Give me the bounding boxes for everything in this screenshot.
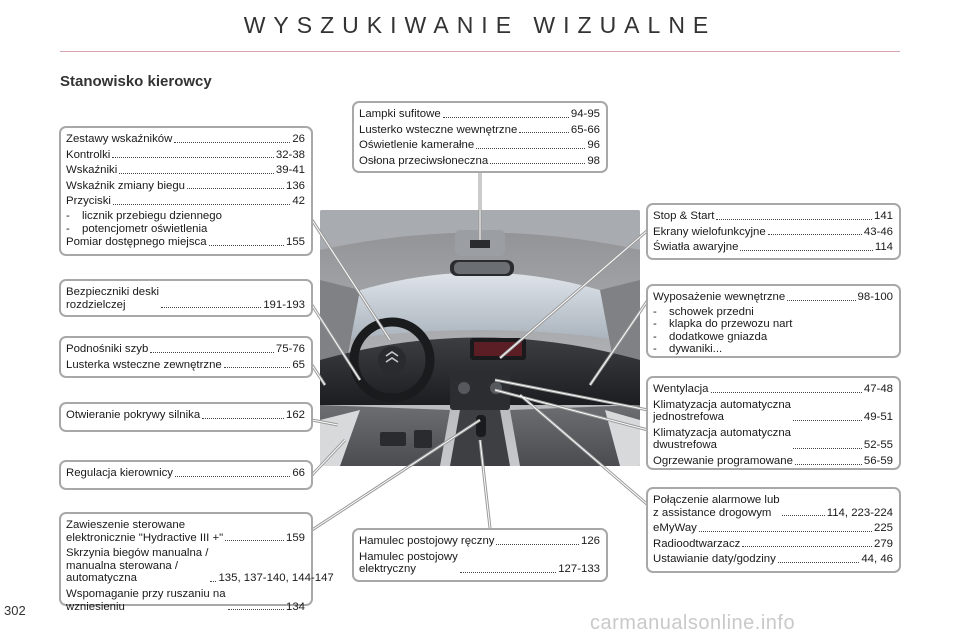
box-handbrake bbox=[352, 528, 608, 582]
sub-item: - dodatkowe gniazda bbox=[653, 330, 768, 343]
entry[interactable]: Wskaźnik zmiany biegu 136 bbox=[66, 179, 305, 192]
page-title: WYSZUKIWANIE WIZUALNE bbox=[243, 12, 717, 38]
box-steering bbox=[59, 460, 313, 490]
box-suspension bbox=[59, 512, 334, 613]
entry[interactable]: Ogrzewanie programowane 56-59 bbox=[653, 454, 893, 467]
entry[interactable]: Osłona przeciwsłoneczna 98 bbox=[359, 154, 600, 167]
watermark: carmanualsonline.info bbox=[590, 612, 796, 634]
sub-item: - licznik przebiegu dziennego bbox=[66, 209, 222, 222]
sub-item: - schowek przedni bbox=[653, 305, 754, 318]
entry[interactable]: Hamulec postojowy elektryczny 127-133 bbox=[359, 550, 600, 576]
entry[interactable]: Klimatyzacja automatyczna jednostrefowa 49-51 bbox=[653, 398, 893, 424]
box-windows bbox=[59, 336, 313, 378]
box-ventilation bbox=[646, 376, 901, 470]
entry[interactable]: Ustawianie daty/godziny 44, 46 bbox=[653, 553, 893, 566]
entry[interactable]: Zawieszenie sterowane elektronicznie "Hydractive III +" 159 bbox=[66, 519, 305, 544]
sub-item: - dywaniki... bbox=[653, 343, 723, 356]
entry[interactable]: Światła awaryjne 114 bbox=[653, 241, 893, 254]
sub-item: - klapka do przewozu nart bbox=[653, 318, 793, 331]
entry[interactable]: eMyWay 225 bbox=[653, 522, 893, 535]
entry[interactable]: Otwieranie pokrywy silnika 162 bbox=[66, 409, 305, 421]
entry[interactable]: Pomiar dostępnego miejsca 155 bbox=[66, 236, 305, 249]
entry[interactable]: Połączenie alarmowe lub z assistance drogowym 114, 223-224 bbox=[653, 494, 893, 519]
box-emergency bbox=[646, 487, 901, 573]
entry[interactable]: Zestawy wskaźników 26 bbox=[66, 133, 305, 145]
entry[interactable]: Wskaźniki 39-41 bbox=[66, 164, 305, 177]
entry[interactable]: Podnośniki szyb 75-76 bbox=[66, 343, 305, 355]
dashboard-photo bbox=[320, 210, 640, 466]
entry[interactable]: Oświetlenie kamerałne 96 bbox=[359, 139, 600, 152]
title-rule bbox=[60, 51, 900, 52]
entry[interactable]: Regulacja kierownicy 66 bbox=[66, 467, 305, 479]
entry[interactable]: Wyposażenie wewnętrzne 98-100 bbox=[653, 291, 893, 303]
box-fuses bbox=[59, 279, 313, 317]
entry[interactable]: Bezpieczniki deski rozdzielczej 191-193 bbox=[66, 286, 305, 311]
entry[interactable]: Lusterko wsteczne wewnętrzne 65-66 bbox=[359, 123, 600, 136]
box-stopstart bbox=[646, 203, 901, 260]
entry[interactable]: Wentylacja 47-48 bbox=[653, 383, 893, 395]
entry[interactable]: Wspomaganie przy ruszaniu na wzniesieniu 134 bbox=[66, 587, 305, 613]
entry[interactable]: Kontrolki 32-38 bbox=[66, 148, 305, 161]
entry[interactable]: Radioodtwarzacz 279 bbox=[653, 537, 893, 550]
entry[interactable]: Ekrany wielofunkcyjne 43-46 bbox=[653, 225, 893, 238]
page-number: 302 bbox=[4, 603, 26, 618]
entry[interactable]: Hamulec postojowy ręczny 126 bbox=[359, 535, 600, 547]
section-title: Stanowisko kierowcy bbox=[60, 73, 212, 90]
entry[interactable]: Lampki sufitowe 94-95 bbox=[359, 108, 600, 120]
box-bonnet bbox=[59, 402, 313, 432]
entry[interactable]: Przyciski 42 bbox=[66, 195, 305, 208]
entry[interactable]: Stop & Start 141 bbox=[653, 210, 893, 222]
entry[interactable]: Klimatyzacja automatyczna dwustrefowa 52-55 bbox=[653, 426, 893, 452]
sub-item: - potencjometr oświetlenia bbox=[66, 222, 208, 235]
box-ceiling bbox=[352, 101, 608, 173]
entry[interactable]: Lusterka wsteczne zewnętrzne 65 bbox=[66, 358, 305, 371]
box-interior bbox=[646, 284, 901, 358]
entry[interactable]: Skrzynia biegów manualna / manualna sterowana / automatyczna 135, 137-140, 144-147 bbox=[66, 547, 334, 585]
box-instruments bbox=[59, 126, 313, 256]
